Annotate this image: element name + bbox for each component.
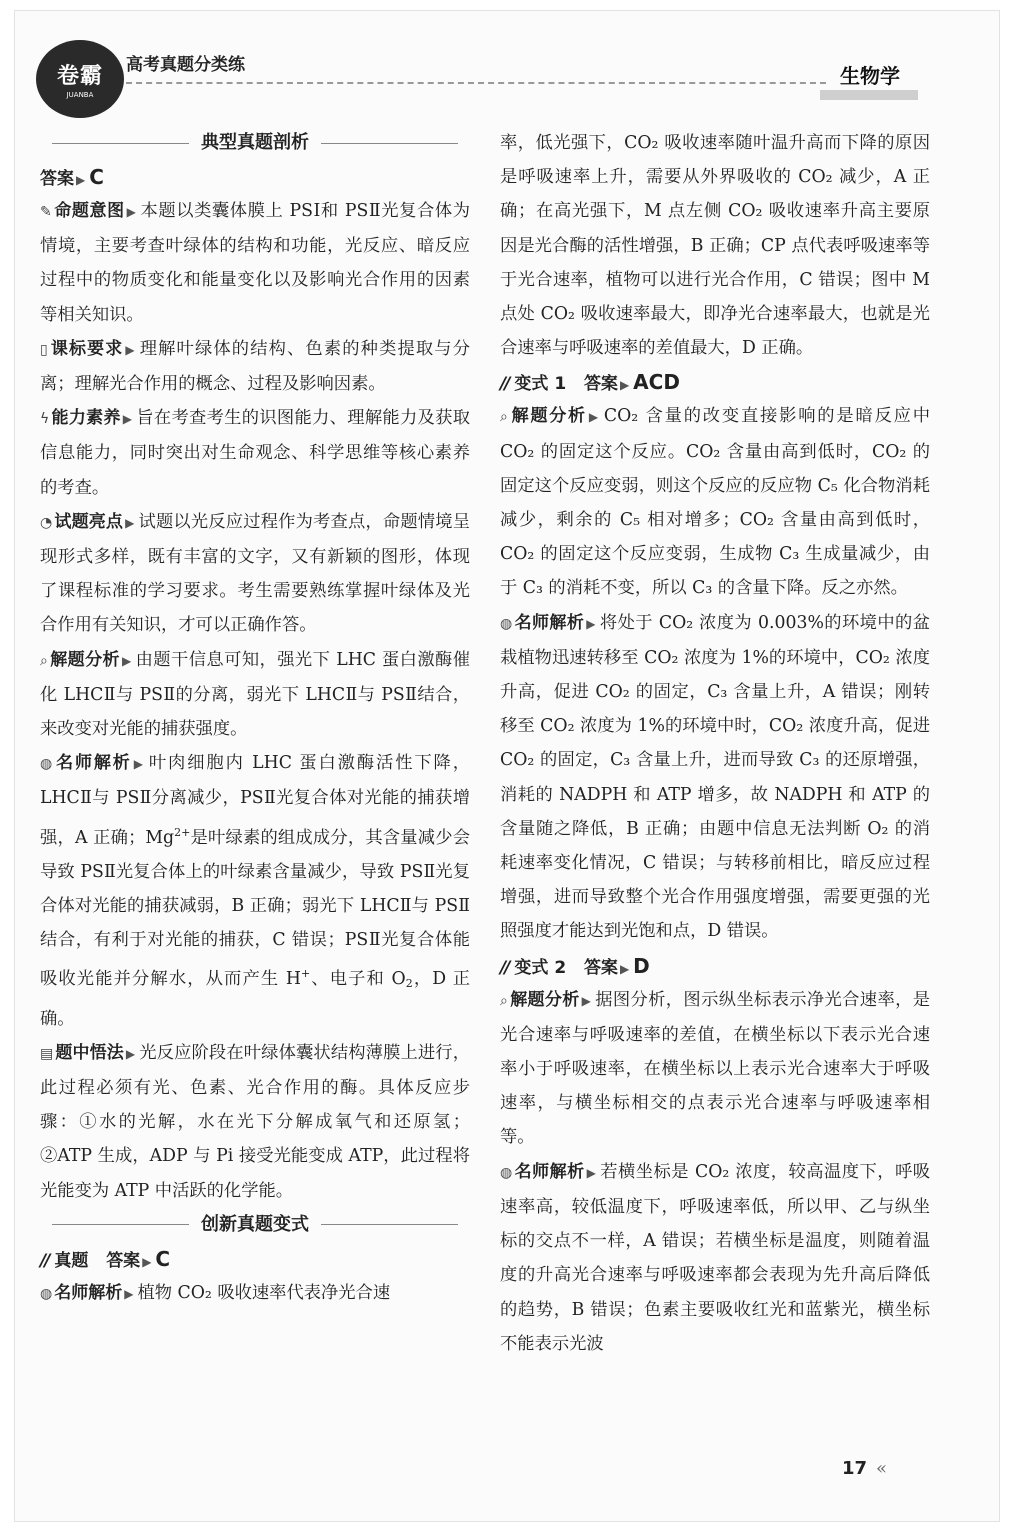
title-rule-right bbox=[321, 1224, 458, 1225]
v2-answer-label: 答案 bbox=[583, 957, 618, 978]
arrow-icon: ▶ bbox=[581, 993, 592, 1008]
v1-answer: ACD bbox=[633, 370, 680, 395]
intent-text: 本题以类囊体膜上 PSⅠ和 PSⅡ光复合体为情境，主要考查叶绿体的结构和功能，光反应、暗反应过程中的物质变化和能量变化以及影响光合作用的因素等相关知识。 bbox=[40, 201, 470, 325]
arrow-icon: ▶ bbox=[133, 757, 145, 772]
insight-label: 题中悟法 bbox=[55, 1042, 124, 1063]
requirement-text: 理解叶绿体的结构、色素的种类提取与分离；理解光合作用的概念、过程及影响因素。 bbox=[40, 338, 470, 395]
intent-label: 命题意图 bbox=[53, 201, 125, 221]
arrow-icon: ▶ bbox=[586, 616, 596, 631]
arrow-icon: ▶ bbox=[619, 961, 630, 976]
real-answer: C bbox=[155, 1246, 171, 1271]
section-typical bbox=[40, 126, 470, 160]
requirement-paragraph bbox=[40, 332, 470, 401]
page-number: 17 bbox=[842, 1458, 868, 1479]
title-rule-left bbox=[52, 1224, 189, 1225]
v1-analysis-text: CO₂ 含量的改变直接影响的是暗反应中 CO₂ 的固定这个反应。CO₂ 含量由高到低时，CO₂ 的固定这个反应变弱，则这个反应的反应物 C₅ 化合物消耗减少，剩余的 C₅ 相对增多；CO₂ 含量由高到低时，CO₂ 的固定这个反应变弱，生成物 C₃ 生成量减少，由于 C₃ 的消耗不变，所以 C₃ 的含量下降。反之亦然。 bbox=[500, 406, 931, 599]
insight-text: 光反应阶段在叶绿体囊状结构薄膜上进行，此过程必须有光、色素、光合作用的酶。具体反应步骤：①水的光解，水在光下分解成氧气和还原氢；②ATP 生成，ADP 与 Pi 接受光能变成 ATP，此过程将光能变为 ATP 中活跃的化学能。 bbox=[40, 1042, 471, 1201]
answer-line bbox=[40, 160, 470, 194]
ability-label: 能力素养 bbox=[51, 408, 121, 429]
ability-paragraph bbox=[40, 401, 470, 505]
arrow-icon: ▶ bbox=[588, 410, 600, 425]
v1-analysis-paragraph bbox=[500, 399, 930, 605]
arrow-icon: ▶ bbox=[126, 205, 137, 219]
brand-logo bbox=[36, 40, 124, 118]
header-divider bbox=[126, 82, 826, 84]
teacher-icon: ◍ bbox=[500, 1164, 513, 1181]
teacher-icon: ◍ bbox=[40, 1285, 53, 1302]
right-column bbox=[500, 126, 930, 1361]
arrow-icon: ▶ bbox=[125, 515, 135, 530]
teacher-paragraph bbox=[40, 746, 470, 1036]
v1-answer-label: 答案 bbox=[583, 374, 618, 395]
v1-teacher-text: 将处于 CO₂ 浓度为 0.003%的环境中的盆栽植物迅速转移至 CO₂ 浓度为 1%的环境中，CO₂ 浓度升高，促进 CO₂ 的固定，C₃ 含量上升，A 错误；刚转移至 CO₂ 浓度为 1%的环境中时，CO₂ 浓度升高，促进 CO₂ 的固定，C₃ 含量上升，进而导致 C₃ 的还原增强，消耗的 NADPH 和 ATP 增多，故 NADPH 和 ATP 的含量随之降低，B 正确；由题中信息无法判断 O₂ 的消耗速率变化情况，C 错误；与转移前相比，暗反应过程增强，进而导致整个光合作用强度增强，需要更强的光照强度才能达到光饱和点，D 错误。 bbox=[500, 612, 931, 942]
highlight-label: 试题亮点 bbox=[54, 511, 124, 532]
title-rule-left bbox=[52, 143, 189, 144]
ability-text: 旨在考查考生的识图能力、理解能力及获取信息能力，同时突出对生命观念、科学思维等核心素养的考查。 bbox=[40, 408, 470, 498]
arrow-icon: ▶ bbox=[142, 1254, 152, 1269]
teacher-text-b: 是叶绿素的组成成分，其含量减少会导致 PSⅡ光复合体上的叶绿素含量减少，导致 PSⅡ光复合体对光能的捕获减弱，B 正确；弱光下 LHCⅡ与 PSⅡ结合，有利于对光能的捕获，C 错误；PSⅡ光复合体能吸收光能并分解水，从而产生 H bbox=[40, 827, 470, 990]
double-chevron-icon: « bbox=[876, 1458, 888, 1479]
variant1-head bbox=[500, 365, 930, 399]
continued-paragraph: 率，低光强下，CO₂ 吸收速率随叶温升高而下降的原因是呼吸速率上升，需要从外界吸收的 CO₂ 减少，A 正确；在高光强下，M 点左侧 CO₂ 吸收速率升高主要原因是光合酶的活性增强，B 正确；CP 点代表呼吸速率等于光合速率，植物可以进行光合作用，C 错误；图中 M 点处 CO₂ 吸收速率最大，即净光合速率最大，也就是光合速率与呼吸速率的差值最大，D 正确。 bbox=[500, 133, 930, 359]
variant2-head bbox=[500, 949, 930, 983]
v2-analysis-text: 据图分析，图示纵坐标表示净光合速率，是光合速率与呼吸速率的差值，在横坐标以下表示光合速率小于呼吸速率，在横坐标以上表示光合速率大于呼吸速率，与横坐标相交的点表示光合速率与呼吸速率相等。 bbox=[500, 989, 931, 1148]
teacher-text-c: 、电子和 O bbox=[310, 969, 406, 990]
v2-teacher-label: 名师解析 bbox=[514, 1161, 585, 1182]
arrow-icon: ▶ bbox=[125, 342, 136, 357]
real-answer-label: 答案 bbox=[106, 1250, 141, 1271]
analysis-paragraph bbox=[40, 643, 470, 747]
arrow-icon: ▶ bbox=[122, 412, 133, 427]
v2-teacher-paragraph bbox=[500, 1155, 930, 1361]
teacher-sup2: + bbox=[300, 967, 311, 981]
arrow-icon: ▶ bbox=[125, 1046, 136, 1061]
teacher-sub: 2 bbox=[405, 977, 413, 991]
real-question-head bbox=[40, 1242, 470, 1276]
teacher-label: 名师解析 bbox=[54, 753, 132, 774]
bulb-icon: ◔ bbox=[40, 514, 53, 531]
analysis-label: 解题分析 bbox=[49, 649, 120, 670]
v2-analysis-label: 解题分析 bbox=[509, 989, 580, 1010]
arrow-icon: ▶ bbox=[586, 1165, 597, 1180]
v1-label: 变式 1 bbox=[514, 374, 567, 395]
book-icon: ▯ bbox=[40, 341, 48, 358]
teacher-text-a: 叶肉细胞内 LHC 蛋白激酶活性下降，LHCⅡ与 PSⅡ分离减少，PSⅡ光复合体对光能的捕获增强，A 正确；Mg bbox=[40, 753, 471, 848]
slash-icon: // bbox=[500, 374, 509, 395]
v2-label: 变式 2 bbox=[514, 957, 567, 978]
arrow-icon: ▶ bbox=[76, 173, 86, 187]
teacher-sup: 2+ bbox=[174, 825, 191, 839]
real-teacher-label: 名师解析 bbox=[54, 1282, 123, 1303]
real-label: 真题 bbox=[54, 1250, 89, 1271]
v1-teacher-label: 名师解析 bbox=[514, 612, 585, 633]
intent-paragraph bbox=[40, 194, 470, 332]
highlight-text: 试题以光反应过程作为考查点，命题情境呈现形式多样，既有丰富的文字，又有新颖的图形，体现了课程标准的学习要求。考生需要熟练掌握叶绿体及光合作用有关知识，才可以正确作答。 bbox=[40, 511, 470, 636]
requirement-label: 课标要求 bbox=[49, 338, 124, 359]
answer-label: 答案 bbox=[40, 169, 74, 189]
real-teacher-paragraph bbox=[40, 1276, 470, 1311]
pencil-icon: ✎ bbox=[40, 204, 52, 220]
analysis-text: 由题干信息可知，强光下 LHC 蛋白激酶催化 LHCⅡ与 PSⅡ的分离，弱光下 LHCⅡ与 PSⅡ结合，来改变对光能的捕获强度。 bbox=[40, 649, 471, 740]
lightning-icon: ϟ bbox=[40, 411, 50, 428]
series-title: 高考真题分类练 bbox=[126, 55, 245, 75]
magnifier-icon: ⌕ bbox=[40, 652, 48, 669]
logo-text: 卷霸 bbox=[56, 64, 103, 89]
slash-icon: // bbox=[500, 957, 509, 978]
insight-paragraph bbox=[40, 1036, 470, 1208]
magnifier-icon: ⌕ bbox=[500, 409, 508, 426]
real-teacher-text: 植物 CO₂ 吸收速率代表净光合速 bbox=[137, 1282, 391, 1303]
magnifier-icon: ⌕ bbox=[500, 992, 508, 1009]
arrow-icon: ▶ bbox=[619, 378, 630, 393]
left-column bbox=[40, 126, 470, 1311]
section-typical-title: 典型真题剖析 bbox=[201, 131, 309, 153]
arrow-icon: ▶ bbox=[121, 653, 132, 668]
section-innovative bbox=[40, 1208, 470, 1242]
arrow-icon: ▶ bbox=[124, 1286, 134, 1301]
answer-value: C bbox=[89, 165, 104, 189]
note-icon: ▤ bbox=[40, 1045, 54, 1062]
teacher-icon: ◍ bbox=[40, 756, 53, 773]
subject-underline bbox=[820, 90, 918, 100]
slash-icon: // bbox=[40, 1250, 49, 1271]
v2-analysis-paragraph bbox=[500, 983, 930, 1155]
v2-answer: D bbox=[633, 953, 650, 978]
logo-subtext: JUANBA bbox=[66, 91, 94, 99]
teacher-text-d: ，D 正确。 bbox=[40, 969, 470, 1029]
highlight-paragraph bbox=[40, 505, 470, 643]
section-innovative-title: 创新真题变式 bbox=[201, 1213, 309, 1235]
subject-title: 生物学 bbox=[840, 64, 900, 88]
v2-teacher-text: 若横坐标是 CO₂ 浓度，较高温度下，呼吸速率高，较低温度下，呼吸速率低，所以甲、乙与纵坐标的交点不一样，A 错误；若横坐标是温度，则随着温度的升高光合速率与呼吸速率都会表现为先升高后降低的趋势，B 错误；色素主要吸收红光和蓝紫光，横坐标不能表示光波 bbox=[500, 1161, 931, 1354]
title-rule-right bbox=[321, 143, 458, 144]
v1-teacher-paragraph bbox=[500, 606, 930, 949]
v1-analysis-label: 解题分析 bbox=[509, 406, 587, 427]
teacher-icon: ◍ bbox=[500, 615, 513, 632]
